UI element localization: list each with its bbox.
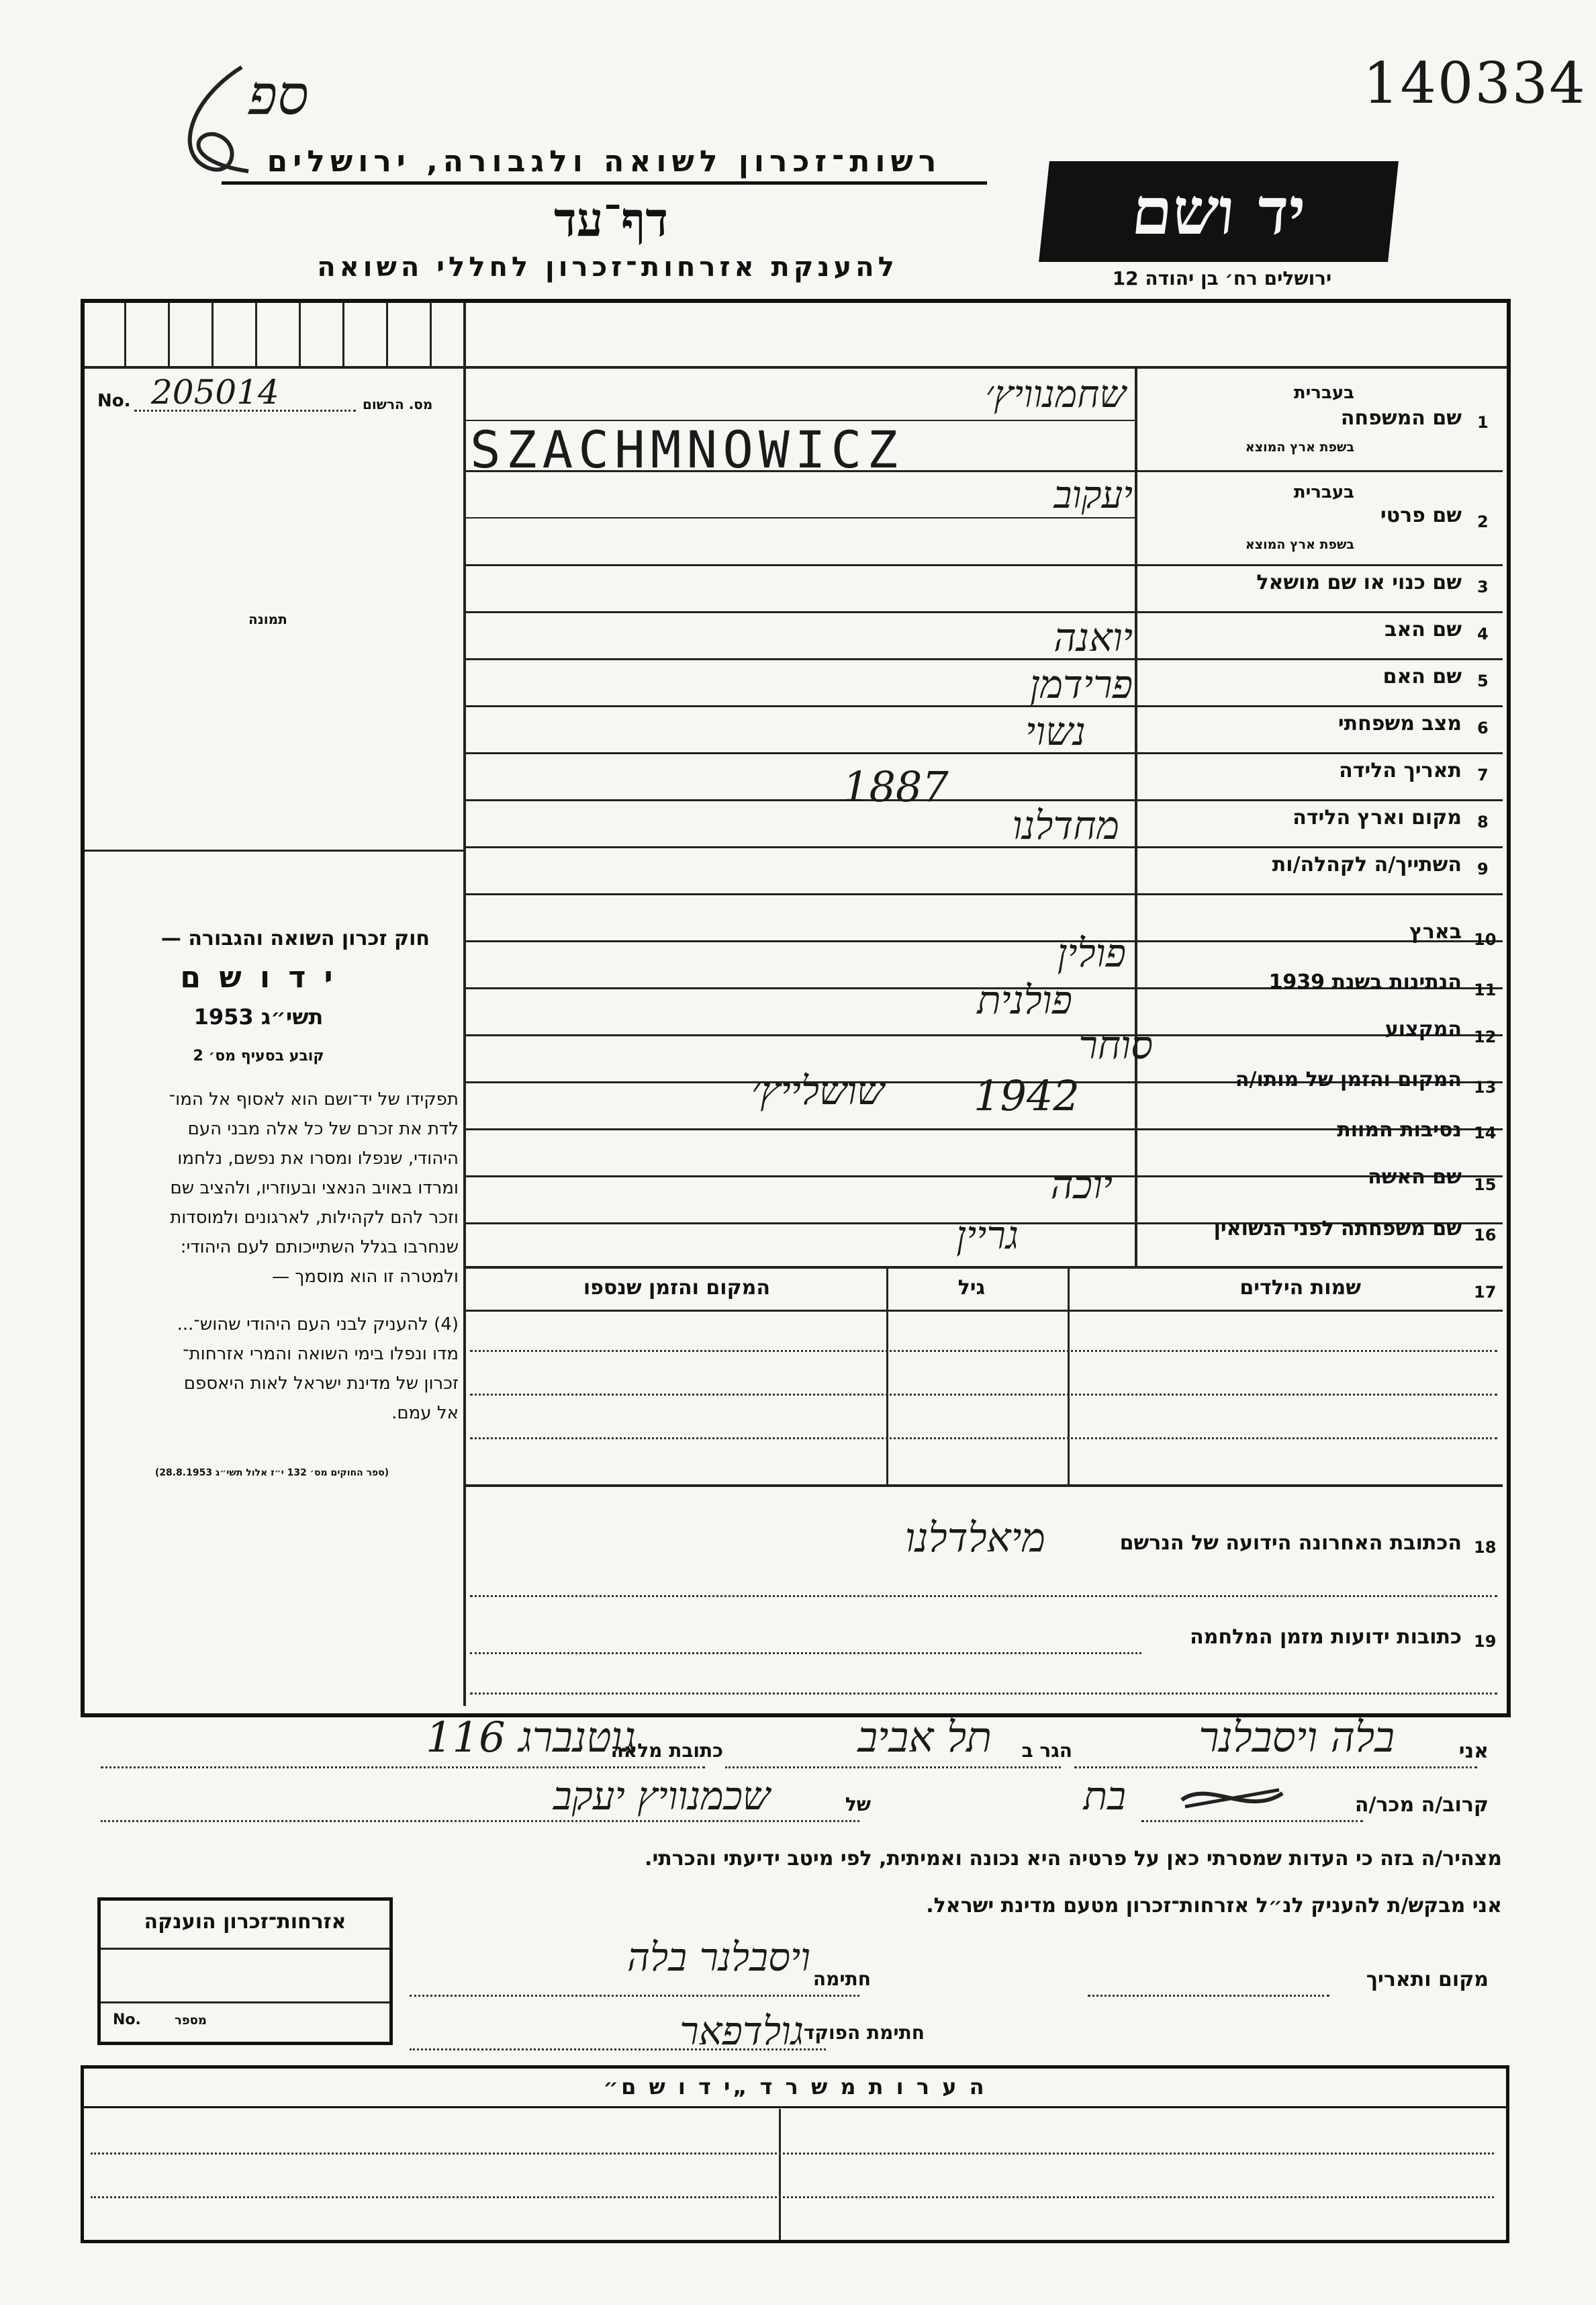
law-paragraph-2 <box>86 1310 459 1428</box>
field-label-profession: המקצוע <box>1384 1018 1462 1041</box>
wife-name: יוכה <box>1050 1162 1113 1208</box>
law-section: קובע בסעיף מס׳ 2 <box>193 1048 324 1065</box>
law-line: אל עמם. <box>391 1403 459 1423</box>
field-number: 17 <box>1474 1283 1497 1302</box>
field-number: 2 <box>1477 512 1489 531</box>
relative-label: קרוב/ה מכר/ה <box>1354 1793 1489 1817</box>
logo-address: ירושלים רח׳ בן יהודה 12 <box>1112 267 1332 289</box>
field-number: 3 <box>1477 578 1489 596</box>
field-label-surname: שם המשפחה <box>1340 406 1462 430</box>
field-number: 11 <box>1474 981 1497 999</box>
field-label-marital-status: מצב משפחתי <box>1337 712 1462 735</box>
field-label-birth-place: מקום וארץ הלידה <box>1293 806 1462 829</box>
field-number: 19 <box>1474 1632 1497 1651</box>
field-label-first-name: שם פרטי <box>1380 504 1462 527</box>
of-label: של <box>845 1793 871 1815</box>
field-label-father: שם האב <box>1384 618 1462 641</box>
field-label-citizenship: הנתינות בשנת 1939 <box>1268 970 1462 994</box>
law-paragraph-1 <box>86 1085 459 1292</box>
grant-no-label: No. <box>113 2012 141 2028</box>
field-label-community: השתייך/ה לקהלה/ות <box>1272 853 1462 876</box>
law-name: י ד ו ש ם <box>180 960 337 995</box>
law-line: ומרדו באויב הנאצי ובעוזריו, ולהציב שם <box>170 1178 459 1198</box>
field-number: 14 <box>1474 1124 1497 1142</box>
field-label-maiden-name: שם משפחתה לפני הנשואין <box>1213 1217 1462 1240</box>
field-number: 5 <box>1477 672 1489 690</box>
field-number: 15 <box>1474 1175 1497 1194</box>
field-label-nickname: שם כנוי או שם מושאל <box>1256 571 1462 594</box>
yad-vashem-logo <box>1039 161 1399 262</box>
last-address-value: מיאלדלנו <box>904 1515 1045 1562</box>
full-address-label: כתובת מלאה <box>610 1739 723 1762</box>
field-number: 13 <box>1474 1078 1497 1097</box>
official-signature: גולדפאר <box>679 2008 804 2054</box>
field-label-wife: שם האשה <box>1368 1165 1462 1189</box>
form-title: דף־עד <box>553 191 668 247</box>
death-place: שושלייץ׳ <box>751 1068 884 1114</box>
col-age: גיל <box>957 1276 985 1300</box>
form-subtitle: להענקת אזרחות־זכרון לחללי השואה <box>317 252 898 283</box>
declarant-street: גוטנברג 116 <box>426 1713 636 1762</box>
surname-hebrew: שחמנוויץ׳ <box>985 373 1126 416</box>
last-address-label: הכתובת האחרונה הידועה של הנרשם <box>1119 1531 1462 1555</box>
country: פולין <box>1057 930 1126 976</box>
photo-label: תמונה <box>248 611 287 627</box>
relation: בת <box>1083 1773 1126 1819</box>
field-label-birth-date: תאריך הלידה <box>1339 759 1462 782</box>
law-line: לדת את זכרם של כל אלה מבני העם <box>187 1119 459 1139</box>
field-number: 12 <box>1474 1028 1497 1046</box>
law-line: שנחרבו בגלל השתייכותם לעם היהודי: <box>180 1237 459 1257</box>
registration-no-label: No. <box>97 391 131 411</box>
law-line: היהודי, שנפלו ומסרו את נפשם, נלחמו <box>177 1148 459 1169</box>
grant-box <box>97 1897 393 2045</box>
authority-line: רשות־זכרון לשואה ולגבורה, ירושלים <box>222 144 987 185</box>
father-name: יואנה <box>1053 615 1133 660</box>
law-citation: (ספר החוקים מס׳ 132 י״ז אלול תשי״ג 28.8.1953) <box>154 1467 389 1478</box>
law-line: מדו ונפלו בימי השואה והמרי אזרחות־ <box>183 1344 459 1364</box>
death-year: 1942 <box>974 1071 1080 1120</box>
signature-label: חתימה <box>812 1968 871 1990</box>
col-death-place: המקום והזמן שנספו <box>583 1276 770 1300</box>
office-notes-title: ה ע ר ו ת מ ש ר ד „י ד ו ש ם״ <box>84 2069 1506 2108</box>
mother-name: פרידמן <box>1029 662 1133 707</box>
declaration-request: אני מבקש/ת להעניק לנ״ל אזרחות־זכרון מטעם מדינת ישראל. <box>926 1894 1502 1917</box>
field-number: 7 <box>1477 766 1489 784</box>
law-line: ולמטרה זו הוא מוסמך — <box>272 1267 459 1287</box>
col-children-names: שמות הילדים <box>1239 1276 1361 1300</box>
law-line: (4) להעניק לבני העם היהודי שהוש־... <box>177 1314 459 1335</box>
logo-text: יד ושם <box>1128 173 1309 249</box>
resides-label: הגר ב <box>1021 1739 1072 1762</box>
struck-text <box>1175 1776 1289 1817</box>
field-number: 8 <box>1477 813 1489 831</box>
field-label-country: בארץ <box>1409 920 1462 944</box>
archive-number: 140334 <box>1363 50 1587 116</box>
registration-label: מס. הרשום <box>363 396 433 412</box>
declarant-name: בלה ויסבלנר <box>1199 1713 1395 1762</box>
official-signature-label: חתימת הפוקד <box>803 2022 925 2044</box>
surname-origin: SZACHMNOWICZ <box>470 420 904 480</box>
of-name: שכמנוויץ יעקב <box>553 1773 770 1819</box>
marital-status: נשוי <box>1025 709 1086 754</box>
office-notes-box <box>81 2065 1509 2243</box>
field-number: 1 <box>1477 413 1489 432</box>
declarant-ani: אני <box>1458 1739 1489 1763</box>
field-number: 9 <box>1477 860 1489 878</box>
wartime-addresses-label: כתובות ידועות מזמן המלחמה <box>1190 1625 1462 1649</box>
field-label-death-circumstances: נסיבות המוות <box>1337 1118 1462 1142</box>
field-number: 6 <box>1477 719 1489 737</box>
declaration-statement: מצהיר/ה בזה כי העדות שמסרתי כאן על פרטיה היא נכונה ואמיתית, לפי מיטב ידיעתי והכרתי. <box>645 1847 1502 1870</box>
field-number: 16 <box>1474 1226 1497 1245</box>
corner-note: ספ <box>248 64 309 128</box>
field-label-death-place-time: המקום והזמן של מותו/ה <box>1235 1068 1462 1091</box>
profession: סוחר <box>1078 1022 1153 1068</box>
grant-box-title: אזרחות־זכרון הוענקה <box>144 1910 346 1934</box>
law-line: תפקידו של יד־ושם הוא לאסוף אל המו־ <box>169 1089 459 1110</box>
field-number: 4 <box>1477 625 1489 643</box>
law-line: וזכר להם לקהילות, לארגונים ולמוסדות <box>170 1208 459 1228</box>
field-label-mother: שם האם <box>1382 665 1462 688</box>
origin-language-label: בשפת ארץ המוצא <box>1245 440 1354 455</box>
declarant-city: תל אביב <box>857 1713 992 1762</box>
law-year: תשי״ג 1953 <box>193 1004 324 1030</box>
birth-place: מחדלנו <box>1012 803 1119 848</box>
origin-language-label: בשפת ארץ המוצא <box>1245 537 1354 552</box>
hebrew-label: בעברית <box>1293 383 1354 403</box>
registration-no-value: 205014 <box>151 373 279 412</box>
birth-date: 1887 <box>843 762 949 811</box>
declarant-signature: ויסבלנר בלה <box>627 1934 810 1980</box>
grant-number-label: מספר <box>175 2014 207 2028</box>
law-line: זכרון של מדינת ישראל לאות היאספם <box>183 1373 459 1394</box>
field-number: 18 <box>1474 1538 1497 1557</box>
maiden-name: גריין <box>956 1212 1019 1258</box>
first-name-hebrew: יעקוב <box>1053 473 1133 517</box>
place-date-label: מקום ותאריך <box>1366 1968 1489 1991</box>
citizenship: פולנית <box>977 977 1072 1023</box>
field-number: 10 <box>1474 930 1497 949</box>
hebrew-label: בעברית <box>1293 482 1354 502</box>
law-heading: חוק זכרון השואה והגבורה — <box>160 927 430 950</box>
